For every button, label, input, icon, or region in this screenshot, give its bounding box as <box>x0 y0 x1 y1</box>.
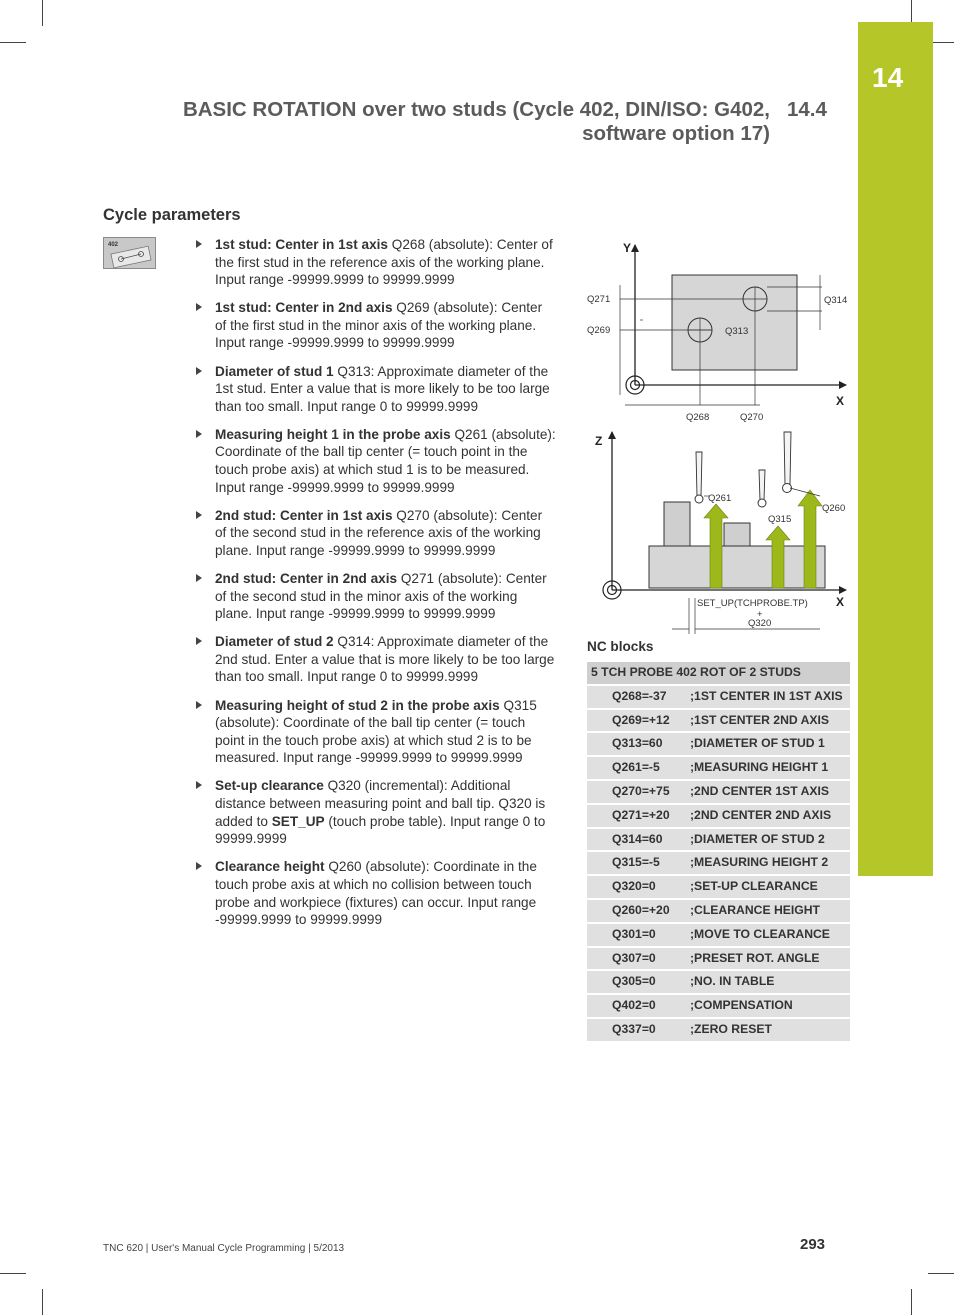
nc-row <box>587 732 850 756</box>
crop-mark <box>42 0 43 26</box>
nc-code-cell: Q402=0 <box>587 994 686 1018</box>
parameter-name: Clearance height <box>215 859 325 875</box>
nc-comment-cell: ;SET-UP CLEARANCE <box>686 875 850 899</box>
axis-y-label: Y <box>623 241 632 255</box>
parameter-item <box>194 426 556 496</box>
parameter-name: 1st stud: Center in 2nd axis <box>215 300 393 316</box>
parameter-name: Measuring height 1 in the probe axis <box>215 426 451 442</box>
nc-code-cell: Q261=-5 <box>587 756 686 780</box>
footer-text: TNC 620 | User's Manual Cycle Programming | 5/2013 <box>103 1243 345 1254</box>
q268-label: Q268 <box>686 412 710 423</box>
bullet-triangle-icon <box>196 781 202 789</box>
nc-code-cell: Q305=0 <box>587 970 686 994</box>
q261-label: Q261 <box>708 493 732 504</box>
parameter-name: 2nd stud: Center in 1st axis <box>215 507 393 523</box>
nc-header-cell: 5 TCH PROBE 402 ROT OF 2 STUDS <box>587 662 850 685</box>
nc-code-cell: Q313=60 <box>587 732 686 756</box>
axis-x2-label: X <box>836 595 845 609</box>
nc-blocks-table <box>587 662 850 1043</box>
nc-comment-cell: ;2ND CENTER 2ND AXIS <box>686 804 850 828</box>
parameter-name: Set-up clearance <box>215 778 324 794</box>
nc-row <box>587 923 850 947</box>
page-title <box>183 98 770 146</box>
nc-comment-cell: ;1ST CENTER 2ND AXIS <box>686 709 850 733</box>
parameter-item <box>194 507 556 560</box>
nc-code-cell: Q301=0 <box>587 923 686 947</box>
crop-mark <box>928 1273 954 1274</box>
nc-comment-cell: ;2ND CENTER 1ST AXIS <box>686 780 850 804</box>
nc-comment-cell: ;ZERO RESET <box>686 1018 850 1042</box>
nc-comment-cell: ;DIAMETER OF STUD 1 <box>686 732 850 756</box>
bullet-triangle-icon <box>196 240 202 248</box>
parameter-description: Q320 (incremental): Additional distance between measuring point and ball tip. Q320 is added to <box>215 778 546 829</box>
bullet-triangle-icon <box>196 430 202 438</box>
parameter-keyword: SET_UP <box>271 813 325 829</box>
parameter-description: Q261 (absolute): Coordinate of the ball tip center (= touch point in the touch probe axis) at which stud 1 is to be measured. Input range -99999.9999 to 99999.9999 <box>215 426 556 495</box>
parameter-list <box>194 236 556 939</box>
parameter-name: Diameter of stud 1 <box>215 363 334 379</box>
parameter-description: (touch probe table). Input range 0 to 99999.9999 <box>215 813 546 847</box>
nc-row <box>587 851 850 875</box>
top-view-diagram <box>587 241 847 423</box>
parameter-item <box>194 236 556 289</box>
nc-row <box>587 947 850 971</box>
parameter-description: Q269 (absolute): Center of the first stud in the minor axis of the working plane. Input range -99999.9999 to 99999.9999 <box>215 300 543 351</box>
nc-comment-cell: ;CLEARANCE HEIGHT <box>686 899 850 923</box>
axis-x-label: X <box>836 394 845 408</box>
nc-code-cell: Q314=60 <box>587 828 686 852</box>
nc-row <box>587 780 850 804</box>
nc-code-cell: Q320=0 <box>587 875 686 899</box>
parameter-item <box>194 697 556 767</box>
nc-code-cell: Q270=+75 <box>587 780 686 804</box>
parameter-description: Q268 (absolute): Center of the first stud in the reference axis of the working plane. Input range -99999.9999 to 99999.9999 <box>215 237 553 288</box>
parameter-description: Q314: Approximate diameter of the 2nd stud. Enter a value that is more likely to be too large than too small. Input range 0 to 99999.9999 <box>215 634 555 685</box>
nc-comment-cell: ;DIAMETER OF STUD 2 <box>686 828 850 852</box>
crop-mark <box>0 42 26 43</box>
nc-code-cell: Q315=-5 <box>587 851 686 875</box>
bullet-triangle-icon <box>196 574 202 582</box>
nc-row <box>587 804 850 828</box>
parameter-description: Q313: Approximate diameter of the 1st stud. Enter a value that is more likely to be too large than too small. Input range 0 to 99999.9999 <box>215 363 550 414</box>
nc-row <box>587 1018 850 1042</box>
crop-mark <box>42 1289 43 1315</box>
parameter-description: Q260 (absolute): Coordinate in the touch probe axis at which no collision between touch probe and workpiece (fixtures) can occur. Input range -99999.9999 to 99999.9999 <box>215 859 537 928</box>
parameter-name: 1st stud: Center in 1st axis <box>215 237 388 252</box>
axis-z-label: Z <box>595 434 603 448</box>
nc-comment-cell: ;MOVE TO CLEARANCE <box>686 923 850 947</box>
crop-mark <box>911 1289 912 1315</box>
parameter-description: Q271 (absolute): Center of the second stud in the minor axis of the working plane. Input range -99999.9999 to 99999.9999 <box>215 571 547 622</box>
nc-row <box>587 756 850 780</box>
cycle-402-icon <box>103 237 156 269</box>
page-title-line2: software option 17) <box>582 122 770 145</box>
nc-comment-cell: ;NO. IN TABLE <box>686 970 850 994</box>
parameter-item <box>194 633 556 686</box>
section-number: 14.4 <box>787 98 827 121</box>
nc-row <box>587 970 850 994</box>
nc-comment-cell: ;COMPENSATION <box>686 994 850 1018</box>
nc-code-cell: Q337=0 <box>587 1018 686 1042</box>
page-title-line1: BASIC ROTATION over two studs (Cycle 402, DIN/ISO: G402, <box>182 98 770 121</box>
nc-comment-cell: ;MEASURING HEIGHT 1 <box>686 756 850 780</box>
q270-label: Q270 <box>740 412 764 423</box>
parameter-description: Q315 (absolute): Coordinate of the ball tip center (= touch point in the touch probe axis) at which stud 2 is to be measured. Input range -99999.9999 to 99999.9999 <box>215 697 537 766</box>
parameter-item <box>194 299 556 352</box>
q314-label: Q314 <box>824 295 848 306</box>
nc-code-cell: Q260=+20 <box>587 899 686 923</box>
nc-row <box>587 875 850 899</box>
cycle-diagram <box>585 236 855 636</box>
nc-row <box>587 899 850 923</box>
nc-code-cell: Q268=-37 <box>587 685 686 709</box>
nc-comment-cell: ;PRESET ROT. ANGLE <box>686 947 850 971</box>
q260-label: Q260 <box>822 503 846 514</box>
nc-row <box>587 709 850 733</box>
q315-label: Q315 <box>768 514 792 525</box>
cycle-icon-label: 402 <box>108 242 119 248</box>
parameter-description: Q270 (absolute): Center of the second stud in the reference axis of the working plane. Input range -99999.9999 to 99999.9999 <box>215 507 543 558</box>
parameter-name: Measuring height of stud 2 in the probe axis <box>215 697 500 713</box>
nc-comment-cell: ;1ST CENTER IN 1ST AXIS <box>686 685 850 709</box>
bullet-triangle-icon <box>196 862 202 870</box>
q313-label: Q313 <box>725 326 749 337</box>
parameter-item <box>194 777 556 847</box>
chapter-number: 14 <box>872 62 904 93</box>
q269-label: Q269 <box>587 325 611 336</box>
chapter-tab <box>858 22 933 876</box>
nc-row <box>587 685 850 709</box>
nc-blocks-heading: NC blocks <box>587 639 654 654</box>
page-number: 293 <box>800 1236 826 1253</box>
parameter-item <box>194 570 556 623</box>
bullet-triangle-icon <box>196 637 202 645</box>
bullet-triangle-icon <box>196 701 202 709</box>
q320-label: Q320 <box>748 618 772 629</box>
section-heading: Cycle parameters <box>103 206 241 224</box>
nc-row <box>587 994 850 1018</box>
bullet-triangle-icon <box>196 367 202 375</box>
bullet-triangle-icon <box>196 511 202 519</box>
nc-header-row <box>587 662 850 685</box>
nc-code-cell: Q269=+12 <box>587 709 686 733</box>
setup-label: SET_UP(TCHPROBE.TP) <box>697 598 808 609</box>
parameter-item <box>194 858 556 928</box>
parameter-item <box>194 363 556 416</box>
nc-row <box>587 828 850 852</box>
crop-mark <box>0 1273 26 1274</box>
parameter-name: Diameter of stud 2 <box>215 634 334 650</box>
nc-comment-cell: ;MEASURING HEIGHT 2 <box>686 851 850 875</box>
bullet-triangle-icon <box>196 303 202 311</box>
side-view-diagram <box>595 432 846 634</box>
parameter-name: 2nd stud: Center in 2nd axis <box>215 571 398 586</box>
nc-code-cell: Q307=0 <box>587 947 686 971</box>
plus-label: + <box>757 609 763 620</box>
q271-label: Q271 <box>587 294 611 305</box>
nc-code-cell: Q271=+20 <box>587 804 686 828</box>
